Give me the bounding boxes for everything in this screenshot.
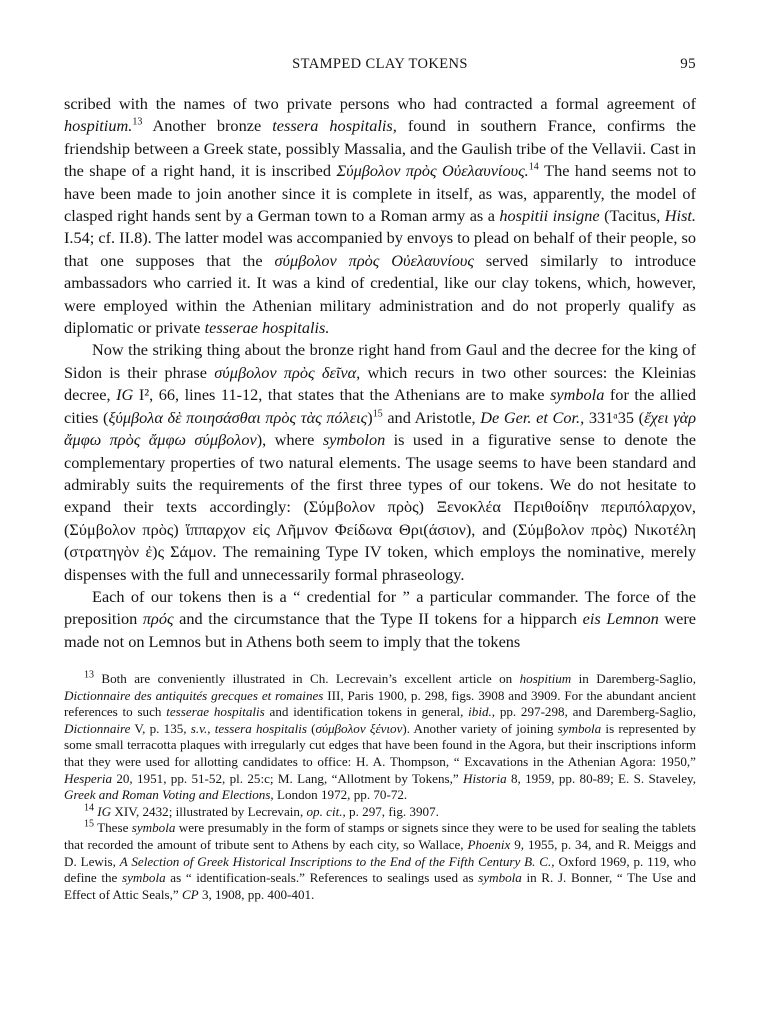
italic-text: De Ger. et Cor., — [480, 407, 585, 427]
footnote-marker: 15 — [84, 818, 94, 830]
footnote: $^{14}$ IG XIV, 2432; illustrated by Lecrevain, op. cit., p. 297, fig. 3907. — [84, 802, 439, 819]
italic-text: op. cit., — [306, 803, 346, 819]
italic-text: Σύμβολον πρὸς Οὐελαυνίους. — [336, 161, 529, 181]
footnote-marker: 15 — [372, 408, 383, 420]
italic-text: Hist. — [664, 206, 696, 226]
italic-text: IG — [97, 803, 112, 819]
italic-text: Greek and Roman Voting and Elections, — [64, 787, 274, 803]
italic-text: IG — [116, 385, 134, 405]
italic-text: hospitium — [519, 671, 572, 686]
footnote-marker: 13 — [132, 116, 143, 128]
body-paragraph: scribed with the names of two private persons who had contracted a formal agreement of hospitium.$^{13}$ Another bronze tessera hospitalis, found in southern France, confirms the friendship between a Greek state, possibly Massalia, and the Gaulish tribe of the Vellavii. Cast in the shape of a right hand, it is inscribed Σύμβολον πρὸς Οὐελαυνίους.$^{14}$ The hand seems not to have been made to join another since it is complete in itself, as was, apparently, the model of clasped right hands sent by a German town to a Roman army as a hospitii insigne (Tacitus, Hist. I.54; cf. II.8). The latter model was accompanied by envoys to plead on behalf of their people, so that one supposes that the σύμβολον πρὸς Οὐελαυνίους served similarly to introduce ambassadors who carried it. It was a kind of credential, like our clay tokens, which, however, were employed within the Athenian military administration and do not properly qualify as diplomatic or private tesserae hospitalis. — [64, 94, 697, 338]
body-paragraph: Now the striking thing about the bronze right hand from Gaul and the decree for the king of Sidon is their phrase σύμβολον πρὸς δεῖνα, which recurs in two other sources: the Kleinias decree, IG I², 66, lines 11-12, that states that the Athenians are to make symbola for the allied cities (ξύμβολα δὲ ποιησάσθαι πρὸς τὰς πόλεις)$^{15}$ and Aristotle, De Ger. et Cor., 331ᵃ35 (ἔχει γὰρ ἄμφω πρὸς ἄμφω σύμβολον), where symbolon is used in a figurative sense to denote the complementary properties of two natural elements. The usage seems to have been standard and admirably suits the requirements of the first three types of our tokens. We do not hesitate to expand their texts accordingly: (Σύμβολον πρὸς) Ξενοκλέα Περιθοίδην περιπόλαρχον, (Σύμβολον πρὸς) ἵππαρχον εἰς Λῆμνον Φείδωνα Θρι(άσιον), and (Σύμβολον πρὸς) Νικοτέλη (στρατηγὸν ἐ)ς Σάμον. The remaining Type IV token, which employs the nominative, merely dispenses with the full and unnecessarily formal phraseology. — [64, 340, 697, 584]
italic-text: symbola — [478, 870, 522, 886]
italic-text: σύμβολον πρὸς δεῖνα, — [214, 362, 361, 382]
italic-text: symbola — [550, 385, 605, 405]
footnotes — [64, 671, 696, 903]
italic-text: Dictionnaire des antiquités grecques et romaines — [64, 687, 324, 703]
italic-text: tesserae hospitalis — [166, 704, 265, 720]
italic-text: ἔχει γὰρ ἄμφω πρὸς ἄμφω σύμβολον — [64, 407, 697, 450]
footnote-marker: 14 — [84, 802, 94, 814]
italic-text: Historia — [462, 770, 507, 786]
italic-text: hospitium. — [64, 116, 133, 136]
italic-text: hospitii insigne — [499, 206, 600, 226]
italic-text: symbola — [121, 870, 166, 886]
footnote-marker: 13 — [84, 669, 94, 681]
italic-text: σύμβολον πρὸς Οὐελαυνίους — [274, 250, 474, 270]
page-number: 95 — [680, 56, 696, 72]
italic-text: A Selection of Greek Historical Inscriptions to the End of the Fifth Century B. C., — [119, 853, 555, 869]
italic-text: symbola — [557, 720, 602, 736]
italic-text: Phoenix — [467, 836, 511, 852]
italic-text: ξύμβολα δὲ ποιησάσθαι πρὸς τὰς πόλεις — [108, 407, 368, 427]
footnote: $^{13}$ Both are conveniently illustrated in Ch. Lecrevain’s excellent article on hospitium in Daremberg-Saglio, Dictionnaire des antiquités grecques et romaines III, Paris 1900, p. 298, figs. 3908 and 3909. For the abundant ancient references to such tesserae hospitalis and identification tokens in general, ibid., pp. 297-298, and Daremberg-Saglio, Dictionnaire V, p. 135, s.v., tessera hospitalis (σύμβολον ξένιον). Another variety of joining symbola is represented by some small terracotta plaques with irregularly cut edges that have been found in the Agora, but their inscriptions inform that they were used for allotting candidates to office: H. A. Thompson, “ Excavations in the Athenian Agora: 1950,” Hesperia 20, 1951, pp. 51-52, pl. 25:c; M. Lang, “Allotment by Tokens,” Historia 8, 1959, pp. 80-89; E. S. Staveley, Greek and Roman Voting and Elections, London 1972, pp. 70-72. — [64, 669, 696, 803]
italic-text: πρός — [142, 609, 174, 629]
italic-text: eis Lemnon — [582, 609, 659, 629]
italic-text: Dictionnaire — [64, 720, 131, 736]
running-title: STAMPED CLAY TOKENS — [292, 56, 468, 72]
italic-text: CP — [181, 886, 199, 902]
italic-text: tessera hospitalis, — [272, 116, 397, 136]
running-head — [64, 56, 696, 76]
italic-text: symbolon — [322, 430, 386, 450]
italic-text: tesserae hospitalis. — [204, 318, 330, 338]
footnote: $^{15}$ These symbola were presumably in the form of stamps or signets since they were to be used for sealing the tablets that recorded the amount of tribute sent to Athens by each city, so Wallace, Phoenix 9, 1955, p. 34, and R. Meiggs and D. Lewis, A Selection of Greek Historical Inscriptions to the End of the Fifth Century B. C., Oxford 1969, p. 119, who define the symbola as “ identification-seals.” References to sealings used as symbola in R. J. Bonner, “ The Use and Effect of Attic Seals,” CP 3, 1908, pp. 400-401. — [64, 818, 696, 902]
italic-text: ibid., — [468, 704, 496, 720]
italic-text: Hesperia — [64, 770, 113, 786]
italic-text: s.v., tessera hospitalis — [190, 720, 307, 736]
body-paragraph: Each of our tokens then is a “ credential for ” a particular commander. The force of the preposition πρός and the circumstance that the Type II tokens for a hipparch eis Lemnon were made not on Lemnos but in Athens both seem to imply that the tokens — [64, 586, 697, 651]
italic-text: σύμβολον ξένιον — [315, 720, 403, 736]
body-text — [64, 93, 696, 653]
footnote-marker: 14 — [528, 161, 539, 173]
italic-text: symbola — [131, 820, 176, 836]
